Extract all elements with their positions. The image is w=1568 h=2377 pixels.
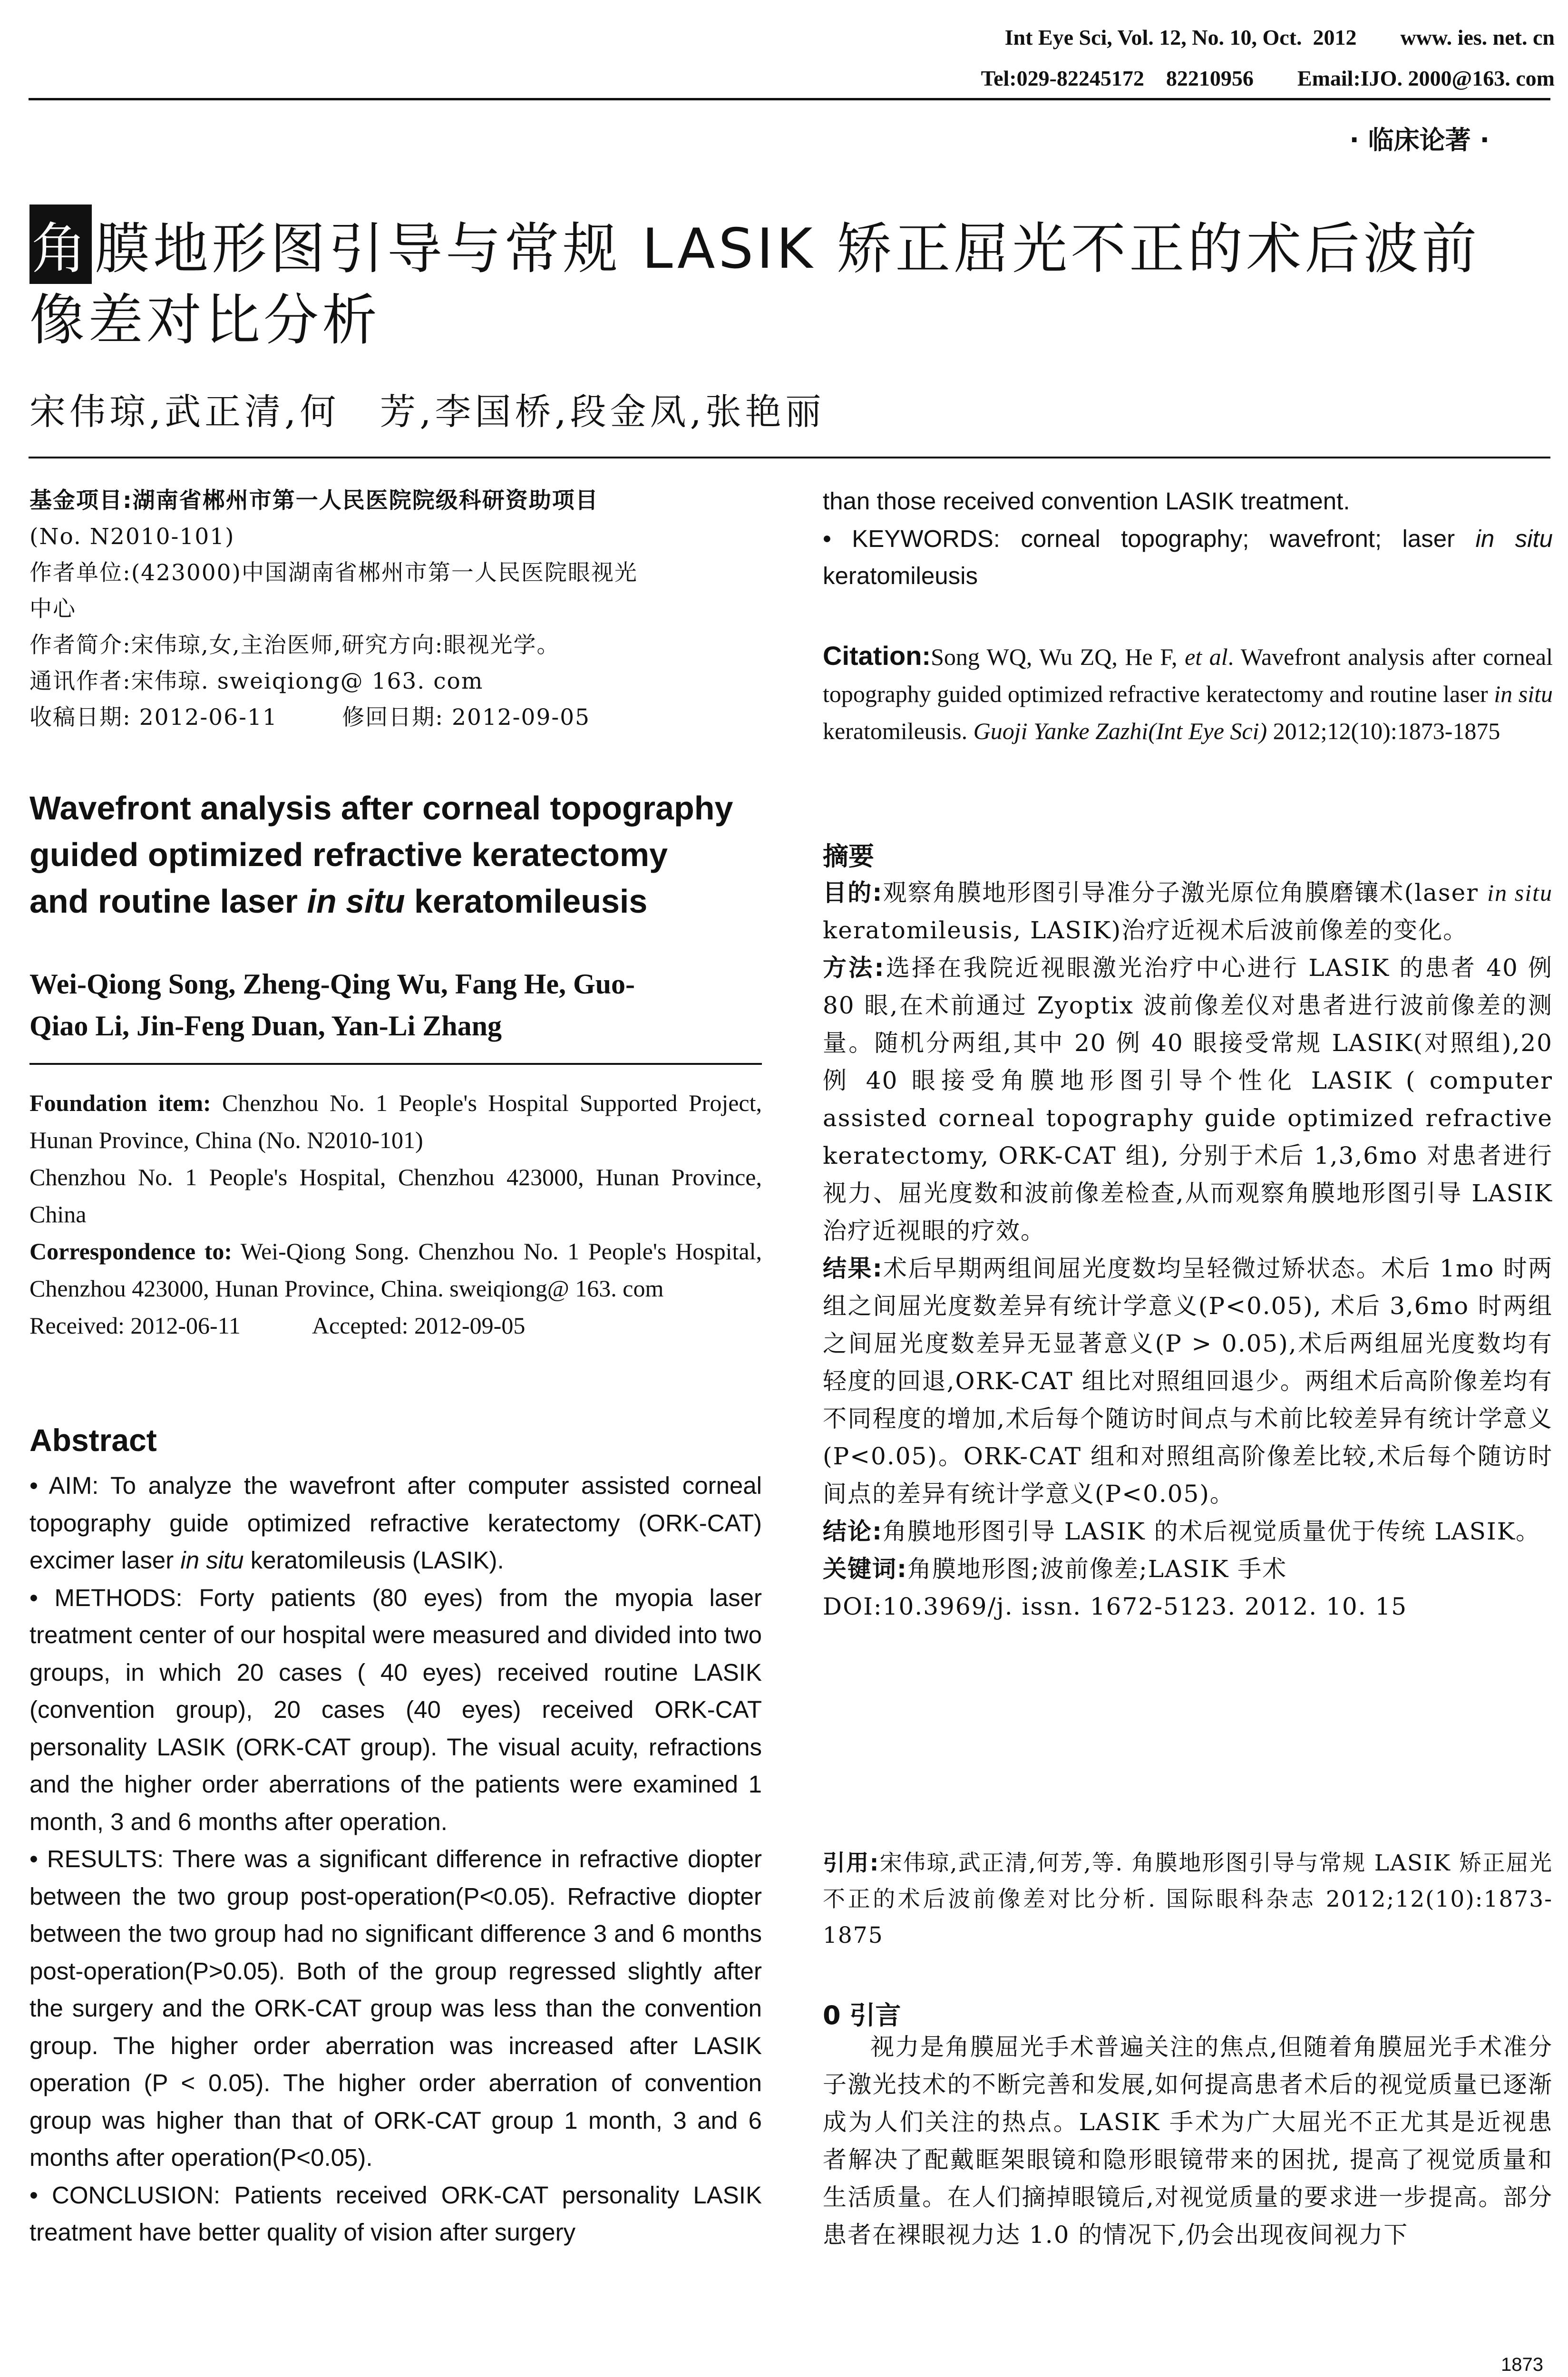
title-line-2: 像差对比分析 bbox=[29, 288, 380, 352]
doi: DOI:10.3969/j. issn. 1672-5123. 2012. 10. 15 bbox=[823, 1593, 1408, 1620]
english-title-text: keratomileusis bbox=[405, 883, 648, 920]
cn-meta-line: 作者单位:(423000)中国湖南省郴州市第一人民医院眼视光 bbox=[29, 560, 638, 586]
authors-cn: 宋伟琼,武正清,何 芳,李国桥,段金凤,张艳丽 bbox=[29, 390, 825, 433]
english-title-text: and routine laser bbox=[29, 883, 307, 920]
received-date: Received: 2012-06-11 bbox=[29, 1312, 241, 1339]
keywords-text: keratomileusis bbox=[823, 562, 978, 589]
english-meta-block bbox=[29, 1084, 762, 1344]
correspondence-text: Wei-Qiong Song. Chenzhou No. 1 People's Hospital, Chenzhou 423000, Hunan Province, China. sweiqiong@ 163. com bbox=[29, 1238, 762, 1302]
chinese-abstract bbox=[823, 874, 1553, 1626]
citation-italic: et al bbox=[1185, 643, 1228, 670]
keywords bbox=[823, 520, 1553, 595]
abstract-conclusion bbox=[29, 2177, 762, 2251]
conclusion-cn-label: 结论: bbox=[823, 1518, 883, 1545]
conclusion-label: • CONCLUSION: bbox=[29, 2181, 221, 2209]
cn-meta-block bbox=[29, 483, 762, 736]
journal-header-line2: Tel:029-82245172 82210956 Email:IJO. 2000@163. com bbox=[981, 66, 1555, 90]
authors-rule bbox=[29, 1063, 762, 1065]
english-title-italic: in situ bbox=[307, 883, 405, 920]
title-line1-text: 膜地形图引导与常规 LASIK 矫正屈光不正的术后波前 bbox=[95, 217, 1480, 281]
abstract-cn-results bbox=[823, 1250, 1553, 1513]
english-authors bbox=[29, 963, 762, 1047]
citation-italic: in situ bbox=[1494, 681, 1553, 707]
abstract-cn-methods bbox=[823, 949, 1553, 1250]
title-line-1 bbox=[29, 205, 1480, 284]
english-authors-line: Wei-Qiong Song, Zheng-Qing Wu, Fang He, Guo- bbox=[29, 968, 635, 1000]
aim-cn-italic: in situ bbox=[1487, 879, 1553, 906]
intro-paragraph: 视力是角膜屈光手术普遍关注的焦点,但随着角膜屈光手术准分子激光技术的不断完善和发展,如何提高患者术后的视觉质量已逐渐成为人们关注的热点。LASIK 手术为广大屈光不正尤其是近视患者解决了配戴眶架眼镜和隐形眼镜带来的困扰, 提高了视觉质量和生活质量。在人们摘掉眼镜后,对视觉质量的要求进一步提高。部分患者在裸眼视力达 1.0 的情况下,仍会出现夜间视力下 bbox=[823, 2033, 1553, 2249]
citation bbox=[823, 637, 1553, 750]
aim-label: • AIM: bbox=[29, 1472, 99, 1499]
english-title-line: Wavefront analysis after corneal topography bbox=[29, 789, 733, 827]
abstract-cn-heading: 摘要 bbox=[823, 841, 874, 871]
aim-cn-label: 目的: bbox=[823, 879, 883, 906]
conclusion-cn-text: 角膜地形图引导 LASIK 的术后视觉质量优于传统 LASIK。 bbox=[883, 1518, 1541, 1545]
english-title-line: guided optimized refractive keratectomy bbox=[29, 836, 668, 873]
english-title-line bbox=[29, 878, 762, 925]
abstract-continuation-line: than those received convention LASIK treatment. bbox=[823, 487, 1350, 515]
abstract-continuation bbox=[823, 483, 1553, 595]
correspondence-label: Correspondence to: bbox=[29, 1238, 233, 1265]
cn-meta-line: 通讯作者:宋伟琼. sweiqiong@ 163. com bbox=[29, 668, 484, 694]
address: Chenzhou No. 1 People's Hospital, Chenzhou 423000, Hunan Province, China bbox=[29, 1164, 762, 1227]
abstract-cn-conclusion bbox=[823, 1513, 1553, 1550]
cn-meta-line: 中心 bbox=[29, 596, 76, 622]
results-cn-label: 结果: bbox=[823, 1255, 883, 1282]
foundation-text: Chenzhou No. 1 People's Hospital Supported Project, Hunan Province, China (No. N2010-101) bbox=[29, 1090, 762, 1153]
section-label: · 临床论著 · bbox=[1349, 125, 1490, 155]
cn-meta-line: 收稿日期: 2012-06-11 修回日期: 2012-09-05 bbox=[29, 704, 591, 731]
cite-cn-block bbox=[823, 1845, 1553, 1954]
received-accepted bbox=[29, 1307, 762, 1344]
keywords-label: • KEYWORDS: bbox=[823, 525, 1000, 552]
cite-cn-label: 引用: bbox=[823, 1850, 880, 1876]
title-first-char: 角 bbox=[29, 205, 92, 284]
citation-text: . Wavefront analysis after corneal topography guided optimized refractive keratectomy and routine laser bbox=[823, 643, 1553, 707]
cite-cn-text: 宋伟琼,武正清,何芳,等. 角膜地形图引导与常规 LASIK 矫正屈光不正的术后波前像差对比分析. 国际眼科杂志 2012;12(10):1873-1875 bbox=[823, 1850, 1553, 1948]
citation-text: 2012;12(10):1873-1875 bbox=[1267, 718, 1500, 744]
english-authors-line: Qiao Li, Jin-Feng Duan, Yan-Li Zhang bbox=[29, 1010, 502, 1042]
cn-meta-line bbox=[29, 483, 762, 519]
keywords-cn-text: 角膜地形图;波前像差;LASIK 手术 bbox=[907, 1555, 1287, 1583]
journal-header-line1: Int Eye Sci, Vol. 12, No. 10, Oct. 2012 www. ies. net. cn bbox=[1004, 25, 1555, 49]
keywords-text: corneal topography; wavefront; laser bbox=[1000, 525, 1476, 552]
methods-cn-text: 选择在我院近视眼激光治疗中心进行 LASIK 的患者 40 例 80 眼,在术前通过 Zyoptix 波前像差仪对患者进行波前像差的测量。随机分两组,其中 20 例 40 眼接受常规 LASIK(对照组),20 例 40 眼接受角膜地形图引导个性化 LASIK ( computer assisted corneal topography guide optimized refractive keratectomy, ORK-CAT 组), 分别于术后 1,3,6mo 对患者进行视力、屈光度数和波前像差检查,从而观察角膜地形图引导 LASIK 治疗近视眼的疗效。 bbox=[823, 954, 1553, 1245]
keywords-cn-label: 关键词: bbox=[823, 1555, 907, 1583]
intro-heading: 0 引言 bbox=[823, 2000, 901, 2030]
citation-text: Song WQ, Wu ZQ, He F, bbox=[931, 643, 1185, 670]
citation-journal: Guoji Yanke Zazhi(Int Eye Sci) bbox=[973, 718, 1267, 744]
results-cn-text: 术后早期两组间屈光度数均呈轻微过矫状态。术后 1mo 时两组之间屈光度数差异有统计学意义(P<0.05), 术后 3,6mo 时两组之间屈光度数差异无显著意义(P > 0.05),术后两组屈光度数均有轻度的回退,ORK-CAT 组比对照组回退少。两组术后高阶像差均有不同程度的增加,术后每个随访时间点与术前比较差异有统计学意义(P<0.05)。ORK-CAT 组和对照组高阶像差比较,术后每个随访时间点的差异有统计学意义(P<0.05)。 bbox=[823, 1255, 1553, 1508]
aim-text: keratomileusis (LASIK). bbox=[243, 1547, 504, 1574]
english-title bbox=[29, 785, 762, 925]
aim-italic: in situ bbox=[180, 1547, 244, 1574]
abstract-heading: Abstract bbox=[29, 1422, 157, 1458]
abstract-results bbox=[29, 1841, 762, 2177]
results-label: • RESULTS: bbox=[29, 1845, 164, 1872]
results-text: There was a significant difference in refractive diopter between the two group post-operation(P<0.05). Refractive diopter between the two group had no significant difference 3 and 6 months post-operation(P>0.05). Both of the group regressed slightly after the surgery and the ORK-CAT group was less than the convention group. The higher order aberration was increased after LASIK operation (P < 0.05). The higher order aberration of convention group was higher than that of ORK-CAT group 1 month, 3 and 6 months after operation(P<0.05). bbox=[29, 1845, 762, 2171]
cn-meta-fund: 基金项目:湖南省郴州市第一人民医院院级科研资助项目 bbox=[29, 487, 599, 514]
methods-label: • METHODS: bbox=[29, 1584, 183, 1611]
title-rule bbox=[29, 457, 1550, 458]
citation-block bbox=[823, 637, 1553, 750]
page-number: 1873 bbox=[1501, 2354, 1543, 2375]
abstract-cn-aim bbox=[823, 874, 1553, 949]
cite-cn bbox=[823, 1845, 1553, 1954]
english-abstract bbox=[29, 1467, 762, 2251]
intro-body bbox=[823, 2028, 1553, 2254]
header-rule bbox=[29, 98, 1550, 100]
keywords-cn bbox=[823, 1550, 1553, 1588]
correspondence bbox=[29, 1233, 762, 1307]
methods-text: Forty patients (80 eyes) from the myopia laser treatment center of our hospital were measured and divided into two groups, in which 20 cases ( 40 eyes) received routine LASIK (convention group), 20 cases (40 eyes) received ORK-CAT personality LASIK (ORK-CAT group). The visual acuity, refractions and the higher order aberrations of the patients were examined 1 month, 3 and 6 months after operation. bbox=[29, 1584, 762, 1835]
aim-cn-text: keratomileusis, LASIK)治疗近视术后波前像差的变化。 bbox=[823, 916, 1468, 944]
aim-text: To analyze the wavefront after computer assisted corneal topography guide optimized refractive keratectomy (ORK-CAT) excimer laser bbox=[29, 1472, 762, 1574]
accepted-date: Accepted: 2012-09-05 bbox=[312, 1312, 526, 1339]
methods-cn-label: 方法: bbox=[823, 954, 885, 982]
foundation-item bbox=[29, 1084, 762, 1159]
abstract-methods bbox=[29, 1579, 762, 1841]
cn-meta-line: (No. N2010-101) bbox=[29, 524, 235, 550]
aim-cn-text: 观察角膜地形图引导准分子激光原位角膜磨镶术(laser bbox=[883, 879, 1488, 906]
foundation-label: Foundation item: bbox=[29, 1090, 211, 1116]
cn-meta-line: 作者简介:宋伟琼,女,主治医师,研究方向:眼视光学。 bbox=[29, 632, 560, 658]
conclusion-text: Patients received ORK-CAT personality LASIK treatment have better quality of vision after surgery bbox=[29, 2181, 762, 2246]
citation-label: Citation: bbox=[823, 641, 931, 671]
citation-text: keratomileusis. bbox=[823, 718, 974, 744]
keywords-italic: in situ bbox=[1475, 525, 1553, 552]
abstract-aim bbox=[29, 1467, 762, 1579]
